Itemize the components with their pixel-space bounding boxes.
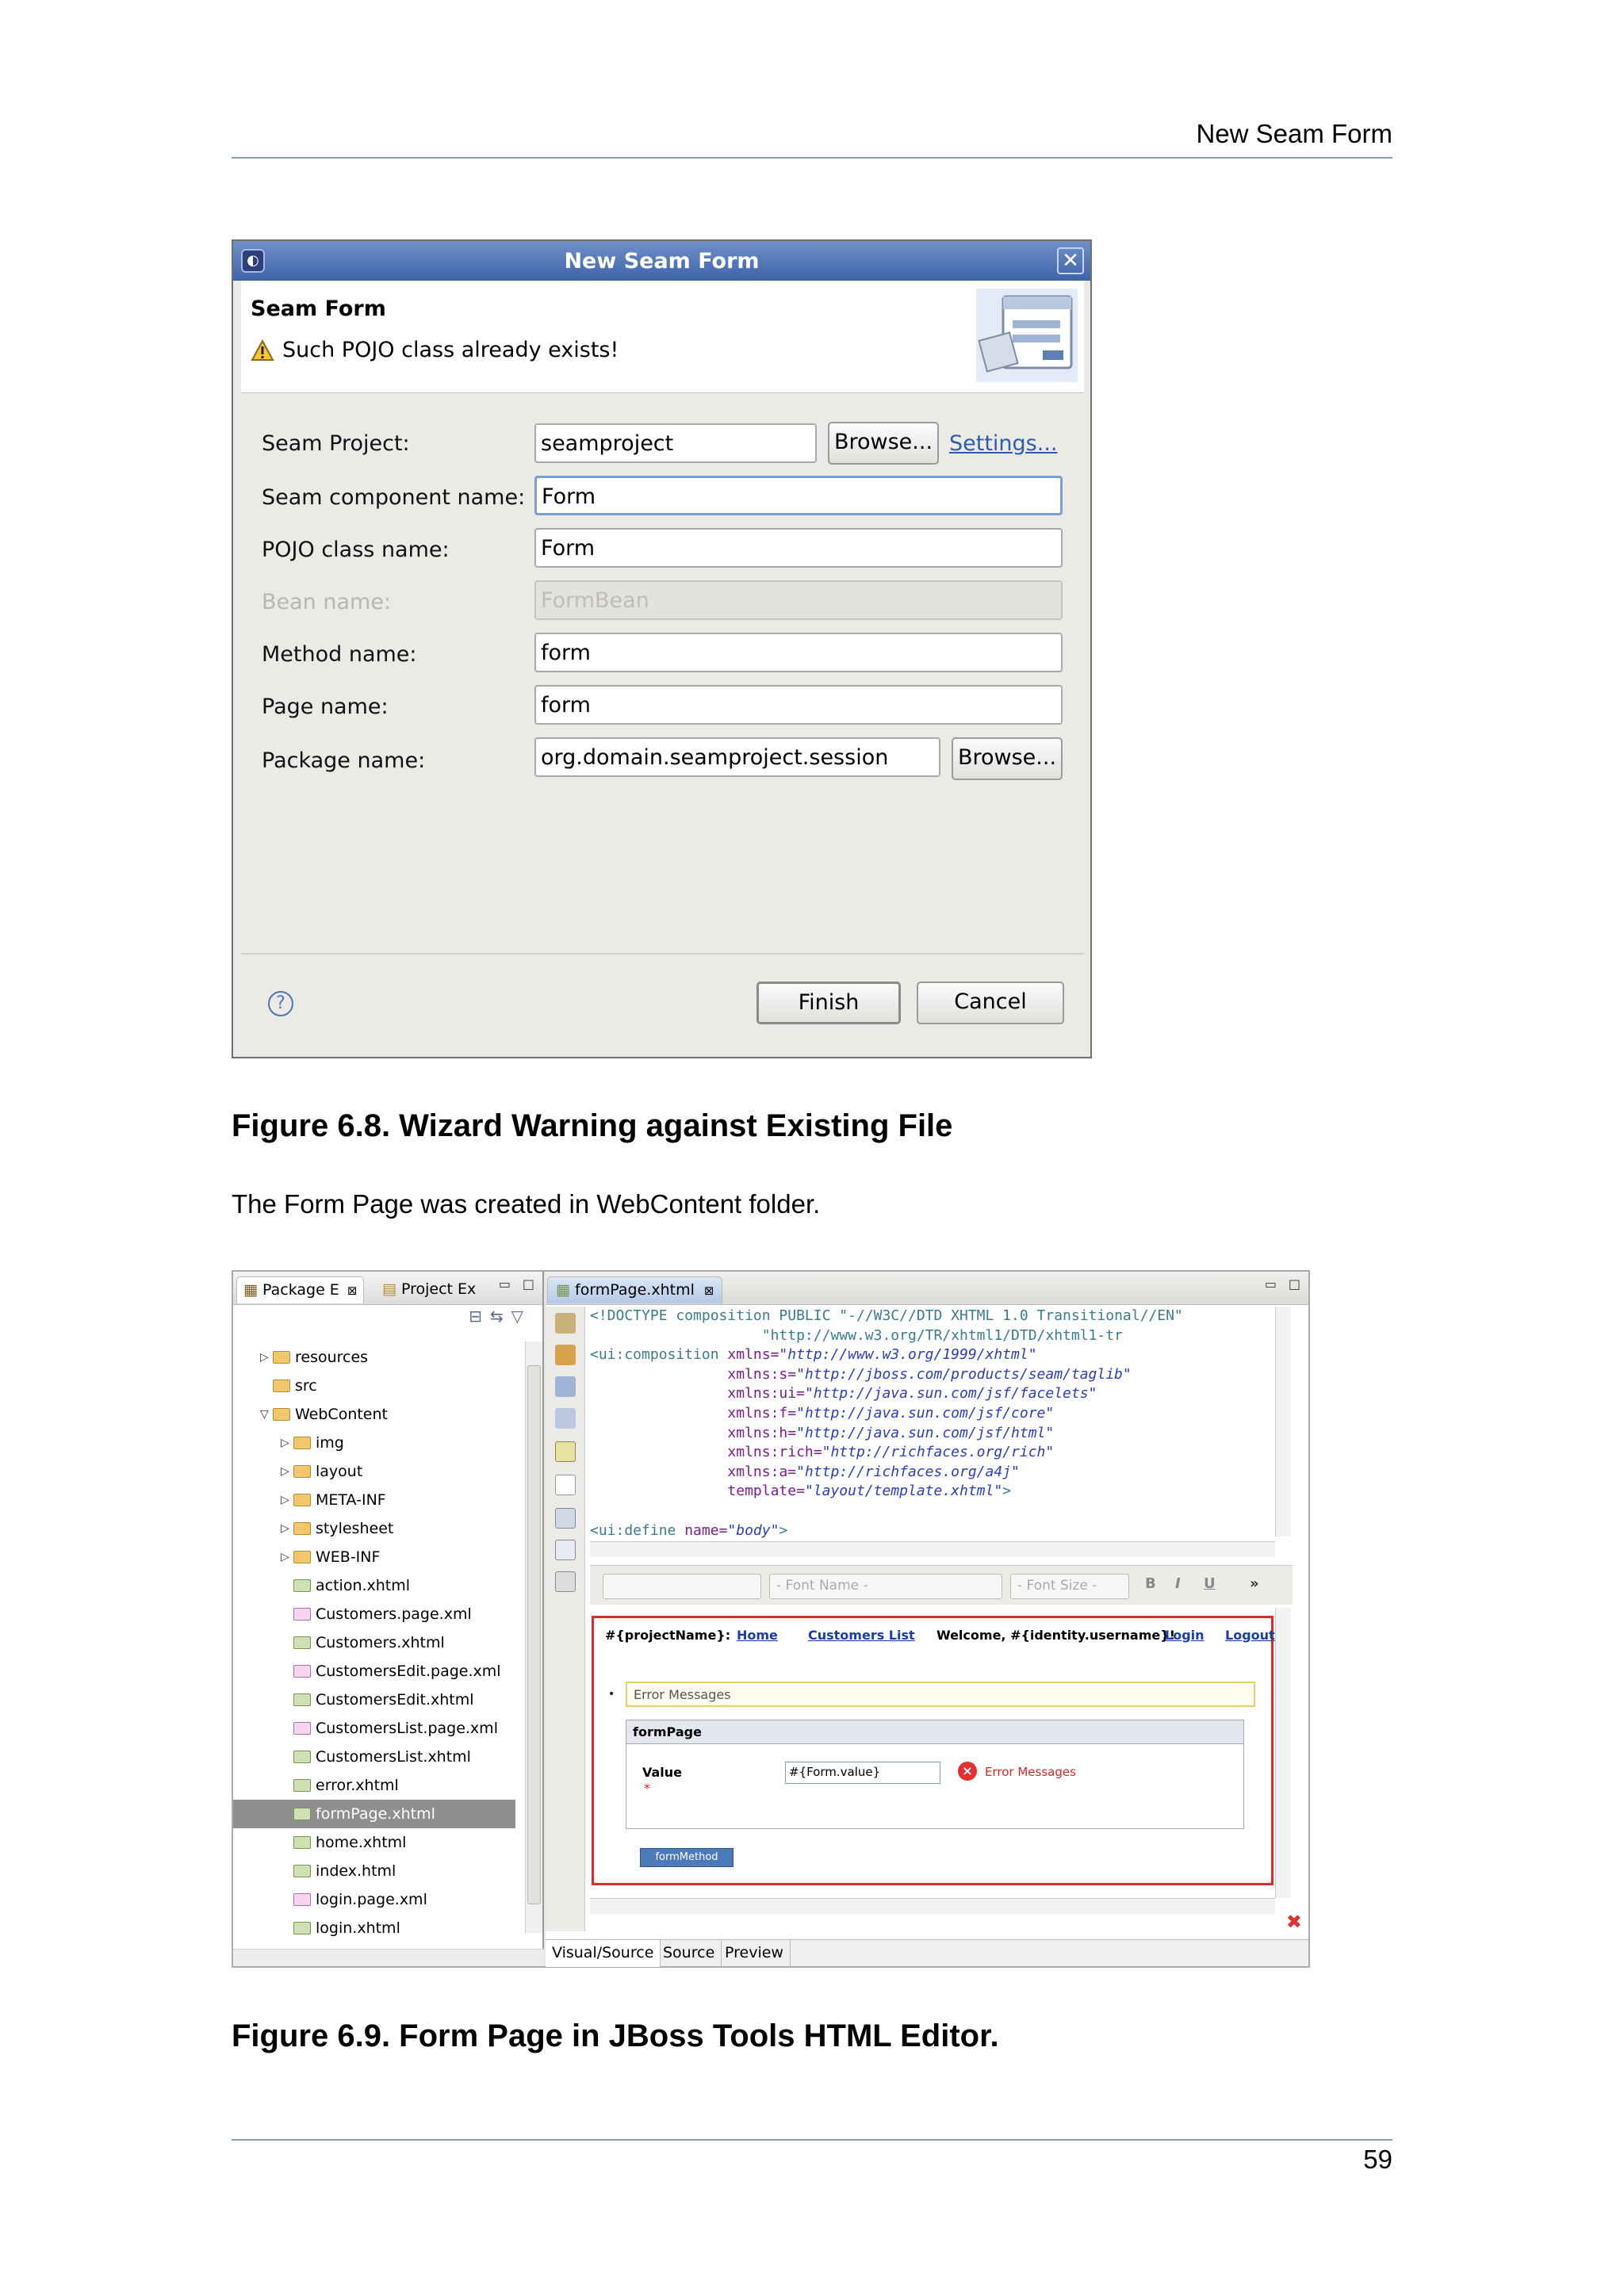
- explorer-toolbar: [469, 1307, 531, 1326]
- code-token: [590, 1366, 727, 1383]
- package-icon: ▦: [243, 1281, 258, 1299]
- code-line: [590, 1521, 1275, 1541]
- source-code-view[interactable]: [590, 1307, 1275, 1544]
- tree-horizontal-scrollbar[interactable]: [233, 1949, 544, 1966]
- help-icon[interactable]: ?: [268, 991, 293, 1016]
- logout-link[interactable]: Logout: [1225, 1628, 1275, 1643]
- code-token: <ui:composition: [590, 1346, 728, 1364]
- minimize-icon[interactable]: ▭: [1264, 1276, 1277, 1292]
- tree-item[interactable]: [233, 1714, 515, 1743]
- palette-tool-icon[interactable]: [555, 1571, 576, 1592]
- tree-item-label: error.xhtml: [316, 1777, 399, 1794]
- error-messages-box: Error Messages: [626, 1682, 1255, 1707]
- xhtml-file-icon: [293, 1636, 311, 1649]
- tree-item[interactable]: [233, 1628, 515, 1657]
- tree-item[interactable]: [233, 1486, 515, 1514]
- bullet-icon: •: [608, 1688, 615, 1701]
- seam-project-label: Seam Project:: [262, 431, 410, 456]
- tree-item-label: resources: [295, 1349, 369, 1366]
- code-token: "http://java.sun.com/jsf/core": [796, 1404, 1055, 1422]
- tree-vertical-scrollbar[interactable]: [525, 1341, 542, 1933]
- folder-icon: [273, 1408, 290, 1421]
- tree-item-label: META-INF: [316, 1491, 386, 1509]
- tree-item-label: CustomersEdit.xhtml: [316, 1691, 474, 1709]
- code-token: xmlns:f=: [727, 1404, 797, 1422]
- code-vertical-scrollbar[interactable]: [1275, 1307, 1291, 1536]
- palette-tool-icon[interactable]: [555, 1508, 576, 1529]
- footer-rule: [232, 2139, 1392, 2141]
- tree-item[interactable]: [233, 1857, 515, 1885]
- expand-arrow-icon[interactable]: ▷: [281, 1522, 289, 1535]
- folder-icon: [273, 1380, 290, 1392]
- code-token: [590, 1464, 727, 1480]
- eclipse-app-icon: ◐: [241, 249, 265, 273]
- xhtml-file-icon: [293, 1693, 311, 1706]
- code-line: [590, 1307, 1275, 1326]
- tree-item-label: login.xhtml: [316, 1919, 400, 1937]
- xml-file-icon: [293, 1608, 311, 1621]
- code-line: [590, 1482, 1275, 1502]
- tree-item-label: Customers.page.xml: [316, 1605, 472, 1623]
- palette-tool-icon[interactable]: [555, 1540, 576, 1560]
- minimize-icon[interactable]: ▭: [498, 1276, 511, 1292]
- text-tool-icon[interactable]: [555, 1475, 576, 1495]
- editor-tabbar: [546, 1272, 1308, 1305]
- expand-arrow-icon[interactable]: ▷: [260, 1351, 269, 1364]
- left-tabbar: [233, 1272, 542, 1305]
- palette-tool-icon[interactable]: [555, 1313, 576, 1334]
- body-paragraph: The Form Page was created in WebContent folder.: [232, 1189, 821, 1219]
- code-token: "http://www.w3.org/TR/xhtml1/DTD/xhtml1-tr: [761, 1326, 1123, 1344]
- tree-item[interactable]: [233, 1543, 515, 1571]
- font-name-select[interactable]: - Font Name -: [769, 1574, 1002, 1599]
- form-method-button[interactable]: formMethod: [640, 1848, 733, 1867]
- tree-item[interactable]: [233, 1457, 515, 1486]
- warning-icon: [251, 339, 274, 362]
- tree-item[interactable]: [233, 1343, 515, 1372]
- expand-arrow-icon[interactable]: ▷: [281, 1437, 289, 1449]
- palette-tool-icon[interactable]: [555, 1441, 576, 1462]
- code-line: [590, 1424, 1275, 1444]
- method-name-field[interactable]: form: [534, 633, 1063, 672]
- xml-file-icon: [293, 1665, 311, 1678]
- welcome-text: Welcome, #{identity.username}!: [936, 1628, 1175, 1643]
- palette-tool-icon[interactable]: [555, 1408, 576, 1429]
- palette-toolbar: [546, 1307, 585, 1931]
- page-name-field[interactable]: form: [534, 685, 1063, 725]
- expand-arrow-icon[interactable]: ▷: [281, 1551, 289, 1563]
- tree-item[interactable]: [233, 1885, 515, 1914]
- code-token: <!DOCTYPE composition PUBLIC: [590, 1307, 840, 1324]
- tab-project-label: Project Ex: [401, 1280, 477, 1298]
- tree-item-label: home.xhtml: [316, 1834, 407, 1851]
- component-name-label: Seam component name:: [262, 485, 526, 510]
- code-token: xmlns=: [727, 1346, 779, 1364]
- code-token: name=: [684, 1521, 728, 1539]
- xml-file-icon: [293, 1893, 311, 1906]
- code-token: xmlns:s=: [727, 1365, 797, 1383]
- tab-package-explorer[interactable]: [236, 1276, 364, 1303]
- code-token: "http://java.sun.com/jsf/html": [796, 1424, 1055, 1441]
- code-line: [590, 1384, 1275, 1404]
- tree-item[interactable]: [233, 1828, 515, 1857]
- preview-horizontal-scrollbar[interactable]: [590, 1898, 1275, 1914]
- code-line: [590, 1463, 1275, 1483]
- component-name-field[interactable]: Form: [534, 476, 1063, 515]
- tab-formpage[interactable]: [547, 1276, 722, 1303]
- link-editor-icon[interactable]: ⇆: [489, 1307, 511, 1326]
- expand-arrow-icon[interactable]: ▷: [281, 1465, 289, 1478]
- folder-icon: [273, 1351, 290, 1364]
- folder-icon: [293, 1465, 311, 1478]
- tab-package-label: Package E: [262, 1281, 339, 1299]
- maximize-icon[interactable]: □: [522, 1276, 534, 1292]
- figure-6-8-caption: Figure 6.8. Wizard Warning against Existing File: [232, 1108, 953, 1143]
- font-size-select[interactable]: - Font Size -: [1010, 1574, 1129, 1599]
- tree-item-label: layout: [316, 1463, 363, 1480]
- code-token: [590, 1425, 727, 1441]
- tree-item[interactable]: [233, 1600, 515, 1628]
- preview-frame: [592, 1616, 1274, 1885]
- tree-item[interactable]: [233, 1400, 515, 1429]
- finish-button[interactable]: Finish: [756, 982, 901, 1024]
- code-token: >: [779, 1521, 788, 1539]
- pojo-class-field[interactable]: Form: [534, 528, 1063, 568]
- code-line: [590, 1326, 1275, 1346]
- code-token: "http://java.sun.com/jsf/facelets": [804, 1385, 1097, 1402]
- value-label: Value: [642, 1765, 683, 1780]
- tab-source[interactable]: Source: [657, 1940, 722, 1967]
- xhtml-file-icon: [293, 1579, 311, 1592]
- code-token: [590, 1483, 727, 1499]
- package-explorer-pane: [233, 1272, 544, 1966]
- code-token: "-//W3C//DTD XHTML 1.0 Transitional//EN": [839, 1307, 1183, 1324]
- code-token: >: [1002, 1483, 1012, 1500]
- login-link[interactable]: Login: [1165, 1628, 1205, 1643]
- tab-visual-source[interactable]: Visual/Source: [546, 1940, 661, 1967]
- editor-mode-tabs: [546, 1939, 1308, 1966]
- home-link[interactable]: Home: [737, 1628, 778, 1643]
- dialog-title: New Seam Form: [564, 249, 760, 274]
- code-token: "body": [727, 1521, 779, 1539]
- tree-item-label: WEB-INF: [316, 1548, 381, 1566]
- code-horizontal-scrollbar[interactable]: [590, 1541, 1275, 1557]
- close-preview-icon[interactable]: ✖: [1285, 1911, 1302, 1933]
- code-token: [590, 1405, 727, 1422]
- header-rule: [232, 157, 1392, 159]
- code-token: xmlns:rich=: [727, 1444, 822, 1461]
- collapse-all-icon[interactable]: ⊟: [469, 1307, 490, 1326]
- tree-item-label: login.page.xml: [316, 1891, 427, 1908]
- code-line: [590, 1404, 1275, 1424]
- code-token: [590, 1327, 762, 1344]
- code-token: "http://www.w3.org/1999/xhtml": [779, 1346, 1037, 1364]
- palette-tool-icon[interactable]: [555, 1345, 576, 1365]
- customers-list-link[interactable]: Customers List: [808, 1628, 915, 1643]
- tab-project-explorer[interactable]: [376, 1276, 482, 1303]
- code-token: "http://richfaces.org/a4j": [796, 1463, 1020, 1480]
- code-line: [590, 1502, 1275, 1521]
- project-icon: ▤: [382, 1280, 396, 1298]
- code-line: [590, 1345, 1275, 1365]
- close-icon[interactable]: ✕: [1057, 247, 1084, 274]
- code-token: xmlns:h=: [727, 1424, 797, 1441]
- form-panel: [626, 1720, 1244, 1829]
- xml-file-icon: [293, 1722, 311, 1735]
- editor-pane: [546, 1272, 1308, 1966]
- tree-item-label: index.html: [316, 1862, 396, 1880]
- browse-project-button[interactable]: Browse...: [828, 422, 939, 465]
- xhtml-file-icon: [293, 1779, 311, 1792]
- error-icon: ×: [958, 1762, 977, 1781]
- settings-link[interactable]: Settings...: [949, 431, 1058, 456]
- expand-arrow-icon[interactable]: ▷: [281, 1494, 289, 1506]
- code-token: "http://jboss.com/products/seam/taglib": [796, 1365, 1132, 1383]
- value-input[interactable]: #{Form.value}: [785, 1762, 940, 1784]
- view-menu-icon[interactable]: ▽: [511, 1307, 531, 1326]
- tree-item[interactable]: [233, 1571, 515, 1600]
- tree-item-label: WebContent: [295, 1406, 388, 1423]
- formatting-toolbar: [590, 1565, 1293, 1605]
- italic-button[interactable]: I: [1175, 1575, 1181, 1592]
- tree-item[interactable]: [233, 1372, 515, 1400]
- maximize-icon[interactable]: □: [1288, 1276, 1300, 1292]
- tree-item[interactable]: [233, 1800, 515, 1828]
- package-name-label: Package name:: [262, 748, 426, 773]
- tree-item[interactable]: [233, 1743, 515, 1771]
- folder-icon: [293, 1494, 311, 1506]
- xhtml-file-icon: [293, 1922, 311, 1934]
- tree-item-label: formPage.xhtml: [316, 1805, 435, 1823]
- tree-item[interactable]: [233, 1429, 515, 1457]
- cancel-button[interactable]: Cancel: [917, 982, 1064, 1024]
- tree-item[interactable]: [233, 1771, 515, 1800]
- form-panel-title: formPage: [626, 1720, 1243, 1744]
- running-header: New Seam Form: [1196, 119, 1392, 148]
- tree-item-label: Customers.xhtml: [316, 1634, 445, 1651]
- bean-name-label: Bean name:: [262, 590, 392, 614]
- xhtml-file-icon: [293, 1836, 311, 1849]
- xhtml-file-icon: ▦: [556, 1281, 570, 1299]
- code-token: "layout/template.xhtml": [804, 1483, 1003, 1500]
- bold-button[interactable]: B: [1145, 1575, 1156, 1592]
- code-token: [590, 1444, 727, 1460]
- new-seam-form-dialog: [232, 239, 1092, 1058]
- expand-arrow-icon[interactable]: ▽: [260, 1408, 269, 1421]
- form-wizard-icon: [976, 289, 1078, 382]
- code-token: "http://richfaces.org/rich": [822, 1444, 1055, 1461]
- method-name-label: Method name:: [262, 642, 417, 667]
- tree-item-label: action.xhtml: [316, 1577, 411, 1594]
- dialog-separator: [241, 953, 1084, 955]
- xhtml-file-icon: [293, 1808, 311, 1820]
- tree-item[interactable]: [233, 1514, 515, 1543]
- tree-item-label: src: [295, 1377, 317, 1395]
- tree-item-label: CustomersList.page.xml: [316, 1720, 498, 1737]
- xhtml-file-icon: [293, 1865, 311, 1877]
- tree-item-label: CustomersEdit.page.xml: [316, 1663, 501, 1680]
- code-token: [590, 1385, 727, 1402]
- editor-tab-label: formPage.xhtml: [575, 1281, 695, 1299]
- tree-item[interactable]: [233, 1914, 515, 1942]
- folder-icon: [293, 1551, 311, 1563]
- palette-tool-icon[interactable]: [555, 1376, 576, 1397]
- code-line: [590, 1443, 1275, 1463]
- tree-item[interactable]: [233, 1657, 515, 1686]
- folder-icon: [293, 1437, 311, 1449]
- preview-vertical-scrollbar[interactable]: [1275, 1608, 1291, 1898]
- code-token: template=: [727, 1483, 805, 1500]
- style-select[interactable]: [603, 1574, 761, 1599]
- browse-package-button[interactable]: Browse...: [952, 737, 1063, 780]
- code-token: <ui:define: [590, 1521, 685, 1539]
- tab-close-icon[interactable]: ⊠: [347, 1284, 358, 1298]
- tab-close-icon[interactable]: ⊠: [703, 1284, 714, 1298]
- xhtml-file-icon: [293, 1751, 311, 1763]
- folder-icon: [293, 1522, 311, 1535]
- visual-preview: [590, 1608, 1275, 1903]
- tab-preview[interactable]: Preview: [718, 1940, 791, 1967]
- package-name-field[interactable]: org.domain.seamproject.session: [534, 737, 940, 777]
- project-name-text: #{projectName}:: [605, 1628, 731, 1643]
- scroll-thumb[interactable]: [527, 1365, 541, 1904]
- bean-name-field: FormBean: [534, 580, 1063, 620]
- wizard-banner: [241, 281, 1084, 393]
- seam-project-field[interactable]: seamproject: [534, 423, 817, 463]
- tree-item-label: CustomersList.xhtml: [316, 1748, 471, 1766]
- underline-button[interactable]: U: [1204, 1575, 1216, 1592]
- figure-6-9-caption: Figure 6.9. Form Page in JBoss Tools HTML Editor.: [232, 2019, 999, 2053]
- warning-message: [251, 338, 619, 362]
- tree-item[interactable]: [233, 1686, 515, 1714]
- required-marker: *: [644, 1781, 650, 1796]
- tree-item-label: stylesheet: [316, 1520, 394, 1537]
- inline-error-text: Error Messages: [985, 1765, 1076, 1779]
- code-line: [590, 1365, 1275, 1385]
- more-button[interactable]: »: [1250, 1575, 1259, 1592]
- tree-item-label: img: [316, 1434, 344, 1452]
- dialog-titlebar: [233, 241, 1090, 281]
- pojo-class-label: POJO class name:: [262, 538, 450, 562]
- warning-text: Such POJO class already exists!: [282, 338, 619, 362]
- code-token: xmlns:ui=: [727, 1385, 805, 1402]
- banner-heading: Seam Form: [251, 297, 386, 321]
- page-number: 59: [1363, 2145, 1392, 2174]
- ide-screenshot: [232, 1270, 1310, 1968]
- code-token: xmlns:a=: [727, 1463, 797, 1480]
- page-name-label: Page name:: [262, 695, 389, 719]
